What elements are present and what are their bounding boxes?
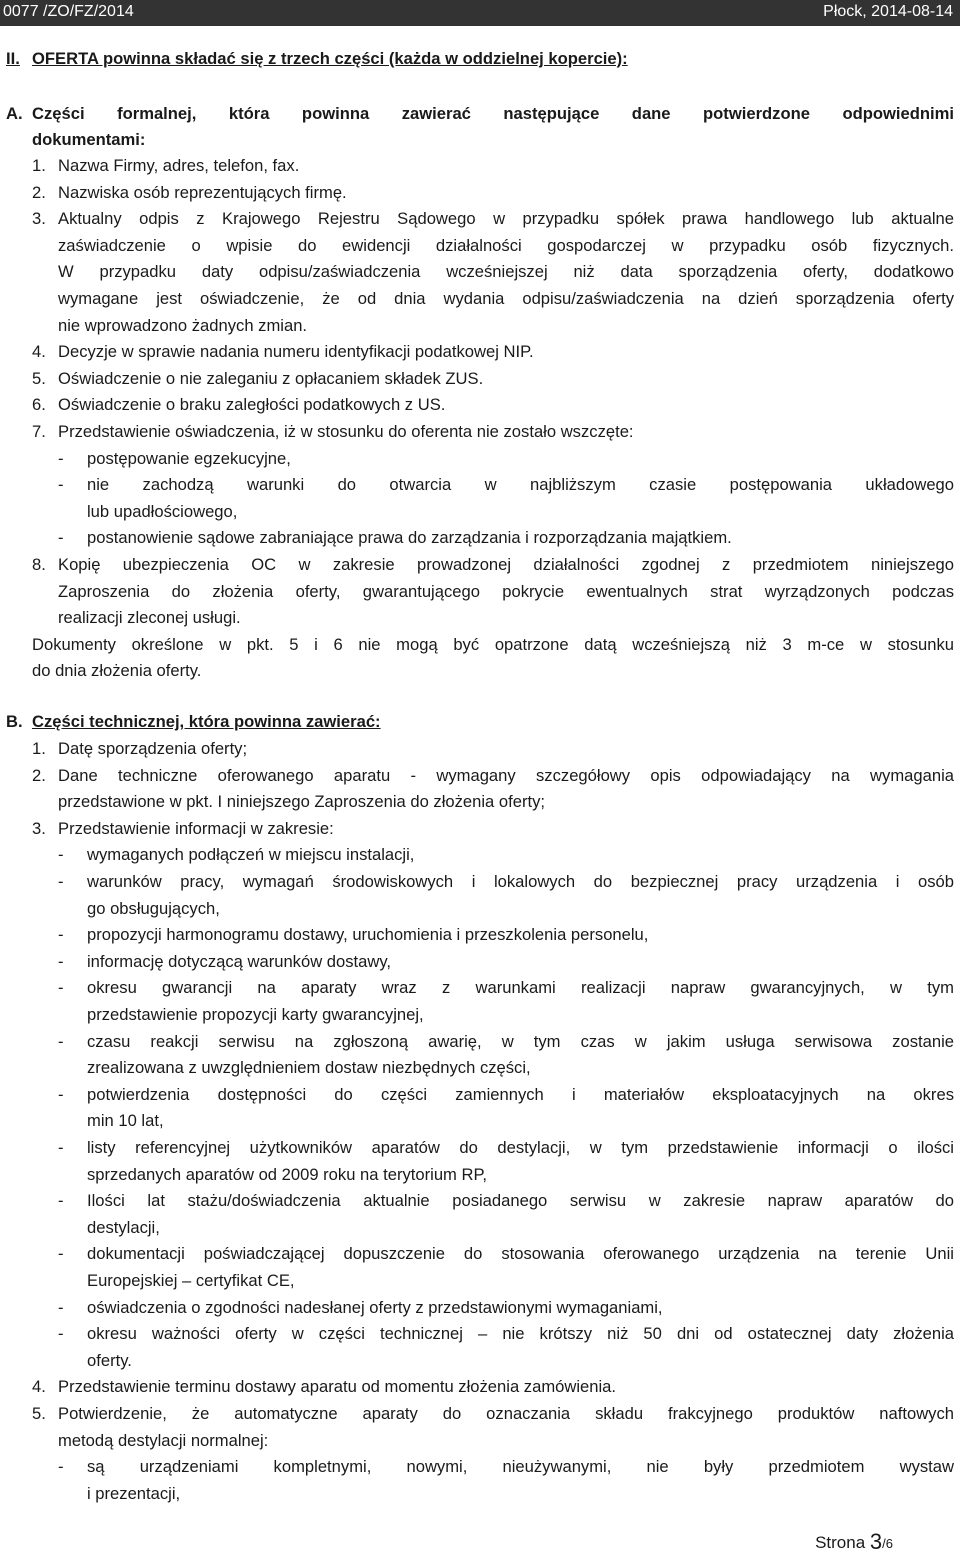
sub-item-text-line: zrealizowana z uwzględnieniem dostaw niezbędnych części,	[87, 1058, 531, 1078]
item-text-line: metodą destylacji normalnej:	[58, 1430, 269, 1450]
list-item	[6, 339, 954, 365]
item-number: 5.	[32, 1404, 46, 1423]
item-text-line: zaświadczenie o wpisie do ewidencji działalności gospodarczej w przypadku osób fizycznych.	[58, 235, 954, 255]
list-item	[6, 736, 954, 762]
sub-item-text-line: sprzedanych aparatów od 2009 roku na terytorium RP,	[87, 1164, 488, 1184]
page-number: 3	[869, 1529, 883, 1554]
dash-marker: -	[58, 1191, 64, 1211]
item-text-line: W przypadku daty odpisu/zaświadczenia wcześniejszej niż data sporządzenia oferty, dodatkowo	[58, 262, 954, 282]
sub-item-text-line: postępowanie egzekucyjne,	[87, 448, 291, 468]
sub-list-item	[6, 1321, 954, 1370]
section-a-note: Dokumenty określone w pkt. 5 i 6 nie mogą być opatrzone datą wcześniejszą niż 3 m-ce w stosunku	[32, 634, 954, 654]
document-header	[0, 0, 960, 26]
item-number: 4.	[32, 1377, 46, 1397]
sub-list-item	[6, 1241, 954, 1290]
item-number: 7.	[32, 422, 46, 441]
sub-list-item	[6, 1082, 954, 1131]
sub-item-text-line: go obsługujących,	[87, 898, 220, 918]
sub-item-text-line: lub upadłościowego,	[87, 501, 238, 521]
item-text-line: Decyzje w sprawie nadania numeru identyfikacji podatkowej NIP.	[58, 342, 534, 362]
item-text-line: Przedstawienie oświadczenia, iż w stosunku do oferenta nie zostało wszczęte:	[58, 422, 634, 441]
list-item	[6, 366, 954, 392]
sub-item-text-line: potwierdzenia dostępności do części zamiennych i materiałów eksploatacyjnych na okres	[87, 1084, 954, 1104]
item-text-line: przedstawione w pkt. I niniejszego Zaproszenia do złożenia oferty;	[58, 792, 546, 812]
dash-marker: -	[58, 1457, 64, 1477]
item-text-line: Nazwiska osób reprezentujących firmę.	[58, 182, 347, 202]
dash-marker: -	[58, 528, 64, 548]
sub-item-text-line: informację dotyczącą warunków dostawy,	[87, 951, 392, 971]
list-item	[6, 763, 954, 812]
document-date: Płock, 2014-08-14	[823, 3, 953, 20]
sub-list-item	[6, 975, 954, 1024]
list-item	[6, 1401, 954, 1450]
dash-marker: -	[58, 1031, 64, 1051]
list-item	[6, 419, 954, 445]
section-title	[6, 46, 954, 72]
item-text-line: Datę sporządzenia oferty;	[58, 739, 248, 758]
sub-item-text-line: oświadczenia o zgodności nadesłanej oferty z przedstawionymi wymaganiami,	[87, 1297, 663, 1317]
item-number: 1.	[32, 739, 46, 758]
sub-list-item	[6, 446, 954, 472]
dash-marker: -	[58, 845, 64, 865]
page-total: /6	[882, 1536, 893, 1551]
list-item	[6, 180, 954, 206]
item-number: 5.	[32, 368, 46, 388]
sub-item-text-line: Ilości lat stażu/doświadczenia aktualnie posiadanego serwisu w zakresie napraw aparatów do	[87, 1191, 954, 1211]
sub-list-item	[6, 1135, 954, 1184]
item-text-line: Nazwa Firmy, adres, telefon, fax.	[58, 156, 300, 175]
section-a-heading-line: Części formalnej, która powinna zawierać następujące dane potwierdzone odpowiednimi	[32, 104, 954, 123]
item-text-line: Potwierdzenie, że automatyczne aparaty do oznaczania składu frakcyjnego produktów naftowych	[58, 1404, 954, 1423]
item-text-line: Oświadczenie o braku zaległości podatkowych z US.	[58, 395, 446, 415]
sub-list-item	[6, 1029, 954, 1078]
sub-item-text-line: przedstawienie propozycji karty gwarancyjnej,	[87, 1004, 424, 1024]
item-text-line: Kopię ubezpieczenia OC w zakresie prowadzonej działalności zgodnej z przedmiotem niniejszego	[58, 555, 954, 574]
list-item	[6, 206, 954, 335]
sub-item-text-line: są urządzeniami kompletnymi, nowymi, nieużywanymi, nie były przedmiotem wystaw	[87, 1457, 954, 1477]
sub-list-item	[6, 472, 954, 521]
section-b-title: Części technicznej, która powinna zawierać:	[32, 712, 381, 731]
sub-item-text-line: destylacji,	[87, 1217, 160, 1237]
item-text-line: realizacji zleconej usługi.	[58, 608, 241, 628]
list-item	[6, 816, 954, 842]
sub-item-text-line: okresu gwarancji na aparaty wraz z warunkami realizacji napraw gwarancyjnych, w tym	[87, 978, 954, 998]
page-label: Strona	[815, 1533, 866, 1552]
item-text-line: Aktualny odpis z Krajowego Rejestru Sądowego w przypadku spółek prawa handlowego lub aktualne	[58, 209, 954, 229]
sub-item-text-line: listy referencyjnej użytkowników aparatów do destylacji, w tym przedstawienie informacji o ilości	[87, 1138, 954, 1157]
section-a-heading	[6, 101, 954, 127]
sub-item-text-line: Europejskiej – certyfikat CE,	[87, 1270, 295, 1290]
dash-marker: -	[58, 1138, 64, 1157]
sub-list-item	[6, 1454, 954, 1503]
item-number: 3.	[32, 209, 46, 229]
item-number: 8.	[32, 555, 46, 574]
section-a-note: do dnia złożenia oferty.	[32, 661, 202, 681]
list-item	[6, 1374, 954, 1400]
item-number: 6.	[32, 395, 46, 415]
sub-item-text-line: czasu reakcji serwisu na zgłoszoną awarię, w tym czas w jakim usługa serwisowa zostanie	[87, 1031, 954, 1051]
dash-marker: -	[58, 872, 64, 891]
item-text-line: Dane techniczne oferowanego aparatu - wymagany szczegółowy opis odpowiadający na wymagania	[58, 765, 954, 785]
item-text-line: nie wprowadzono żadnych zmian.	[58, 315, 308, 335]
sub-list-item	[6, 1188, 954, 1237]
sub-item-text-line: wymaganych podłączeń w miejscu instalacji,	[87, 845, 415, 865]
sub-item-text-line: okresu ważności oferty w części technicznej – nie krótszy niż 50 dni od ostatecznej daty złożenia	[87, 1324, 954, 1344]
dash-marker: -	[58, 475, 64, 495]
dash-marker: -	[58, 925, 64, 945]
section-b-letter: B.	[6, 712, 23, 731]
item-text-line: wymagane jest oświadczenie, że od dnia wydania odpisu/zaświadczenia na dzień sporządzenia oferty	[58, 288, 954, 308]
item-text-line: Zaproszenia do złożenia oferty, gwarantującego pokrycie ewentualnych strat wyrządzonych podczas	[58, 581, 954, 601]
sub-item-text-line: warunków pracy, wymagań środowiskowych i lokalowych do bezpiecznej pracy urządzenia i osób	[87, 872, 954, 891]
item-number: 4.	[32, 342, 46, 362]
sub-item-text-line: nie zachodzą warunki do otwarcia w najbliższym czasie postępowania układowego	[87, 475, 954, 495]
dash-marker: -	[58, 1324, 64, 1344]
section-title-text: OFERTA powinna składać się z trzech części (każda w oddzielnej kopercie):	[32, 49, 628, 68]
item-number: 2.	[32, 765, 46, 785]
sub-item-text-line: dokumentacji poświadczającej dopuszczenie do stosowania oferowanego urządzenia na terenie Unii	[87, 1244, 954, 1264]
item-number: 1.	[32, 156, 46, 175]
list-item	[6, 392, 954, 418]
sub-list-item	[6, 842, 954, 868]
sub-item-text-line: i prezentacji,	[87, 1483, 181, 1503]
item-number: 2.	[32, 182, 46, 202]
page-footer	[815, 1528, 893, 1554]
sub-item-text-line: postanowienie sądowe zabraniające prawa do zarządzania i rozporządzania majątkiem.	[87, 528, 732, 548]
sub-list-item	[6, 949, 954, 975]
sub-item-text-line: propozycji harmonogramu dostawy, uruchomienia i przeszkolenia personelu,	[87, 925, 649, 945]
sub-list-item	[6, 1295, 954, 1321]
dash-marker: -	[58, 1084, 64, 1104]
dash-marker: -	[58, 1297, 64, 1317]
item-text-line: Przedstawienie terminu dostawy aparatu od momentu złożenia zamówienia.	[58, 1377, 617, 1397]
section-number: II.	[6, 49, 20, 68]
item-number: 3.	[32, 818, 46, 838]
list-item	[6, 552, 954, 628]
dash-marker: -	[58, 448, 64, 468]
sub-list-item	[6, 525, 954, 551]
sub-list-item	[6, 922, 954, 948]
dash-marker: -	[58, 951, 64, 971]
list-item	[6, 153, 954, 179]
section-a-letter: A.	[6, 104, 23, 123]
sub-list-item	[6, 869, 954, 918]
document-reference: 0077 /ZO/FZ/2014	[3, 3, 134, 20]
item-text-line: Przedstawienie informacji w zakresie:	[58, 818, 334, 838]
sub-item-text-line: min 10 lat,	[87, 1111, 164, 1131]
section-a-heading-line: dokumentami:	[32, 130, 146, 149]
dash-marker: -	[58, 978, 64, 998]
dash-marker: -	[58, 1244, 64, 1264]
sub-item-text-line: oferty.	[87, 1350, 132, 1370]
item-text-line: Oświadczenie o nie zaleganiu z opłacaniem składek ZUS.	[58, 368, 484, 388]
